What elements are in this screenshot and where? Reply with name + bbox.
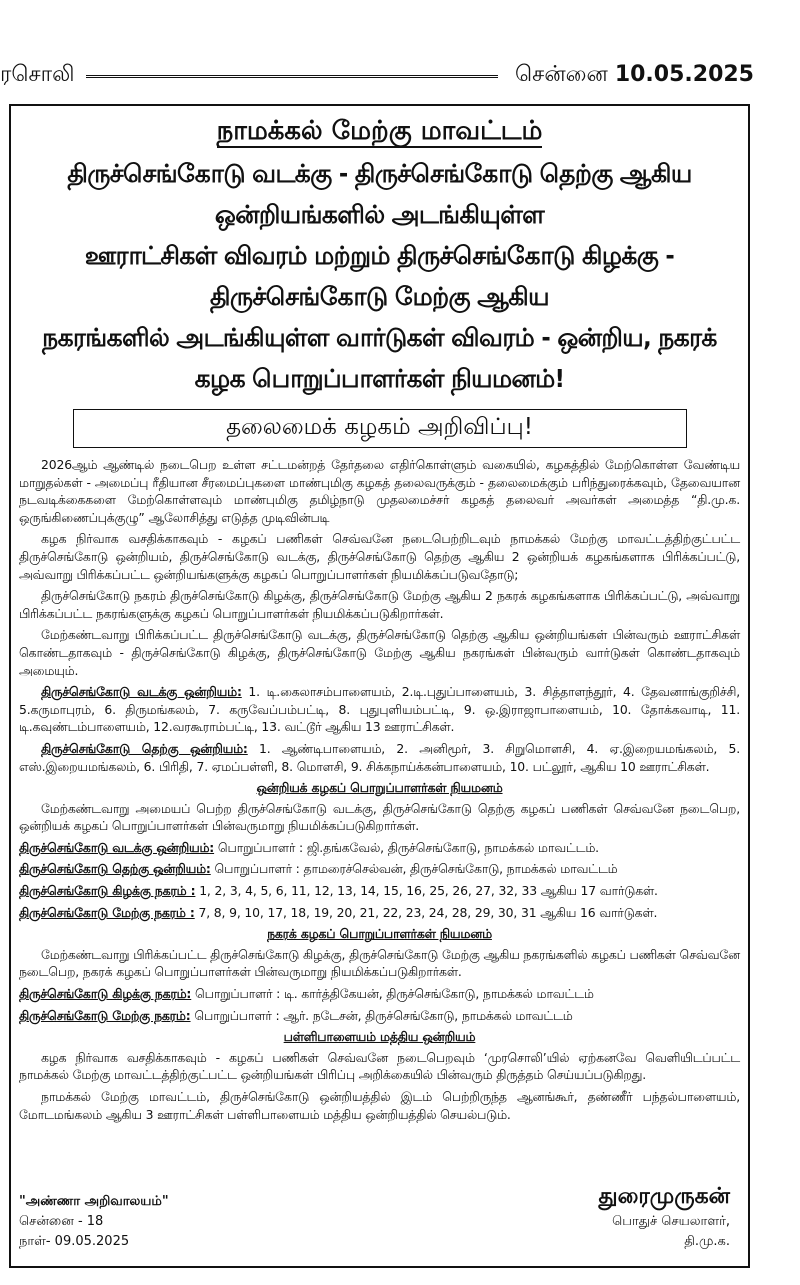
dateline — [515, 62, 754, 90]
issuing-office — [19, 1192, 169, 1252]
paper-name: ரசொலி — [0, 62, 75, 87]
signatory-designation: பொதுச் செயலாளர், — [612, 1214, 730, 1229]
south-union-panchayats — [19, 740, 740, 775]
paragraph-1: 2026ஆம் ஆண்டில் நடைபெற உள்ள சட்டமன்றத் தேர்தலை எதிர்கொள்ளும் வகையில், கழகத்தில் மேற்கொள்ள வேண்டிய மாறுதல்கள் - அமைப்பு ரீதியான சீரமைப்புகளை மாண்புமிகு கழகத் தலைவருக்கும் - தலைமைக்கும் பரிந்துரைக்கவும், தேவையான நடவடிக்கைகளை மேற்கொள்ளவும் மாண்புமிகு தமிழ்நாடு முதலமைச்சர் கழகத் தலைவர் அவர்கள் அமைத்த “தி.மு.க. ஒருங்கிணைப்புக்குழு” ஆலோசித்து எடுத்த முடிவின்படி — [19, 457, 740, 525]
dateline-city: சென்னை — [515, 62, 608, 87]
pallipalayam-paragraph-1: கழக நிர்வாக வசதிக்காகவும் - கழகப் பணிகள் செவ்வனே நடைபெறவும் ‘முரசொலி’யில் ஏற்கனவே வெளியிடப்பட்ட நாமக்கல் மேற்கு மாவட்டத்திற்குட்பட்ட ஒன்றியங்கள் பிரிப்பு அறிக்கையில் பின்வரும் திருத்தம் செய்யப்படுகிறது. — [19, 1049, 740, 1083]
headline-line-1: திருச்செங்கோடு வடக்கு - திருச்செங்கோடு தெற்கு ஆகிய ஒன்றியங்களில் அடங்கியுள்ள — [67, 159, 692, 229]
section-union-intro: மேற்கண்டவாறு அமையப் பெற்ற திருச்செங்கோடு வடக்கு, திருச்செங்கோடு தெற்கு கழகப் பணிகள் செவ்வனே நடைபெற, ஒன்றியக் கழகப் பொறுப்பாளர்கள் பின்வருமாறு நியமிக்கப்படுகிறார்கள். — [19, 800, 740, 834]
headline-line-2: ஊராட்சிகள் விவரம் மற்றும் திருச்செங்கோடு கிழக்கு - திருச்செங்கோடு மேற்கு ஆகிய — [84, 241, 675, 311]
north-union-list: 1. டி.கைலாசம்பாளையம், 2.டி.புதுப்பாளையம், 3. சித்தாளந்தூர், 4. தேவனாங்குறிச்சி, 5.கருமாபுரம், 6. திருமங்கலம், 7. கருவேப்பம்பட்டி, 8. புதுபுளியம்பட்டி, 9. ஒ.இராஜாபாளையம், 10. தோக்கவாடி, 11. டி.கவுண்டம்பாளையம், 12.வரகூராம்பட்டி, 13. வட்டூர் ஆகிய 13 ஊராட்சிகள். — [19, 684, 740, 735]
paragraph-4: மேற்கண்டவாறு பிரிக்கப்பட்ட திருச்செங்கோடு வடக்கு, திருச்செங்கோடு தெற்கு ஆகிய ஒன்றியங்கள் பின்வரும் ஊராட்சிகள் கொண்டதாகவும் - திருச்செங்கோடு கிழக்கு, திருச்செங்கோடு மேற்கு ஆகிய நகரங்கள் பின்வரும் வார்டுகள் கொண்டதாகவும் அமையும். — [19, 627, 740, 678]
notice-box — [9, 104, 750, 1268]
masthead — [0, 58, 800, 98]
district-title: நாமக்கல் மேற்கு மாவட்டம் — [216, 116, 543, 146]
south-union-label: திருச்செங்கோடு தெற்கு ஒன்றியம்: — [41, 740, 248, 756]
office-name: "அண்ணா அறிவாலயம்" — [19, 1194, 169, 1209]
section-heading-pallipalayam: பள்ளிபாளையம் மத்திய ஒன்றியம் — [283, 1029, 476, 1045]
appointment-west: திருச்செங்கோடு மேற்கு நகரம்: பொறுப்பாளர் : ஆர். நடேசன், திருச்செங்கோடு, நாமக்கல் மாவட்டம் — [19, 1007, 573, 1023]
appointment-south: திருச்செங்கோடு தெற்கு ஒன்றியம்: பொறுப்பாளர் : தாமரைச்செல்வன், திருச்செங்கோடு, நாமக்கல் மாவட்டம் — [19, 861, 618, 877]
east-town-wards: திருச்செங்கோடு கிழக்கு நகரம் : 1, 2, 3, 4, 5, 6, 11, 12, 13, 14, 15, 16, 25, 26, 27, 32, 33 ஆகிய 17 வார்டுகள். — [19, 883, 658, 899]
paragraph-2: கழக நிர்வாக வசதிக்காகவும் - கழகப் பணிகள் செவ்வனே நடைபெற்றிடவும் நாமக்கல் மேற்கு மாவட்டத்திற்குட்பட்ட திருச்செங்கோடு ஒன்றியம், திருச்செங்கோடு வடக்கு, திருச்செங்கோடு தெற்கு ஆகிய 2 ஒன்றியக் கழகங்களாக பிரிக்கப்பட்டு, அவ்வாறு பிரிக்கப்பட்ட ஒன்றியங்களுக்கு கழகப் பொறுப்பாளர்கள் நியமிக்கப்படுவதோடு; — [19, 531, 740, 582]
signatory-party: தி.மு.க. — [684, 1234, 730, 1249]
masthead-rule — [86, 75, 498, 81]
announcement-banner: தலைமைக் கழகம் அறிவிப்பு! — [73, 409, 687, 448]
headline — [21, 153, 738, 399]
section-heading-town: நகரக் கழகப் பொறுப்பாளர்கள் நியமனம் — [267, 926, 492, 942]
signature-block — [599, 1184, 730, 1252]
section-town-intro: மேற்கண்டவாறு பிரிக்கப்பட்ட திருச்செங்கோடு கிழக்கு, திருச்செங்கோடு மேற்கு ஆகிய நகரங்களில் கழகப் பணிகள் செவ்வனே நடைபெற, நகரக் கழகப் பொறுப்பாளர்கள் பின்வருமாறு நியமிக்கப்படுகிறார்கள். — [19, 946, 740, 980]
dateline-date: 10.05.2025 — [614, 62, 754, 87]
paragraph-3: திருச்செங்கோடு நகரம் திருச்செங்கோடு கிழக்கு, திருச்செங்கோடு மேற்கு ஆகிய 2 நகரக் கழகங்களாக பிரிக்கப்பட்டு, அவ்வாறு பிரிக்கப்பட்ட நகரங்களுக்கு கழகப் பொறுப்பாளர்கள் நியமிக்கப்படுகிறார்கள். — [19, 588, 740, 621]
issue-date: நாள்- 09.05.2025 — [19, 1234, 130, 1249]
appointment-east: திருச்செங்கோடு கிழக்கு நகரம்: பொறுப்பாளர் : டி. கார்த்திகேயன், திருச்செங்கோடு, நாமக்கல் மாவட்டம் — [19, 986, 594, 1002]
north-union-label: திருச்செங்கோடு வடக்கு ஒன்றியம்: — [41, 684, 242, 700]
notice-footer — [19, 1184, 740, 1264]
north-union-panchayats — [19, 683, 740, 736]
pallipalayam-paragraph-2: நாமக்கல் மேற்கு மாவட்டம், திருச்செங்கோடு ஒன்றியத்தில் இடம் பெற்றிருந்த ஆனங்கூர், தண்ணீர் பந்தல்பாளையம், மோடமங்கலம் ஆகிய 3 ஊராட்சிகள் பள்ளிபாளையம் மத்திய ஒன்றியத்தில் செயல்படும். — [19, 1089, 740, 1122]
west-town-wards: திருச்செங்கோடு மேற்கு நகரம் : 7, 8, 9, 10, 17, 18, 19, 20, 21, 22, 23, 24, 28, 29, 30, 31 ஆகிய 16 வார்டுகள். — [19, 904, 658, 920]
signatory-name: துரைமுருகன் — [598, 1184, 730, 1209]
section-heading-union: ஒன்றியக் கழகப் பொறுப்பாளர்கள் நியமனம் — [256, 780, 503, 796]
south-union-list: 1. ஆண்டிபாளையம், 2. அனிமூர், 3. சிறுமொளசி, 4. ஏ.இறையமங்கலம், 5. எஸ்.இறையமங்கலம், 6. பிரிதி, 7. ஏமப்பள்ளி, 8. மொளசி, 9. சிக்கநாய்க்கன்பாளையம், 10. பட்லூர், ஆகிய 10 ஊராட்சிகள். — [19, 740, 740, 774]
notice-body — [19, 456, 740, 1123]
appointment-north: திருச்செங்கோடு வடக்கு ஒன்றியம்: பொறுப்பாளர் : ஜி.தங்கவேல், திருச்செங்கோடு, நாமக்கல் மாவட்டம். — [19, 839, 599, 855]
headline-line-3: நகரங்களில் அடங்கியுள்ள வார்டுகள் விவரம் - ஒன்றிய, நகரக் கழக பொறுப்பாளர்கள் நியமனம்! — [42, 323, 717, 393]
office-city: சென்னை - 18 — [19, 1214, 104, 1229]
